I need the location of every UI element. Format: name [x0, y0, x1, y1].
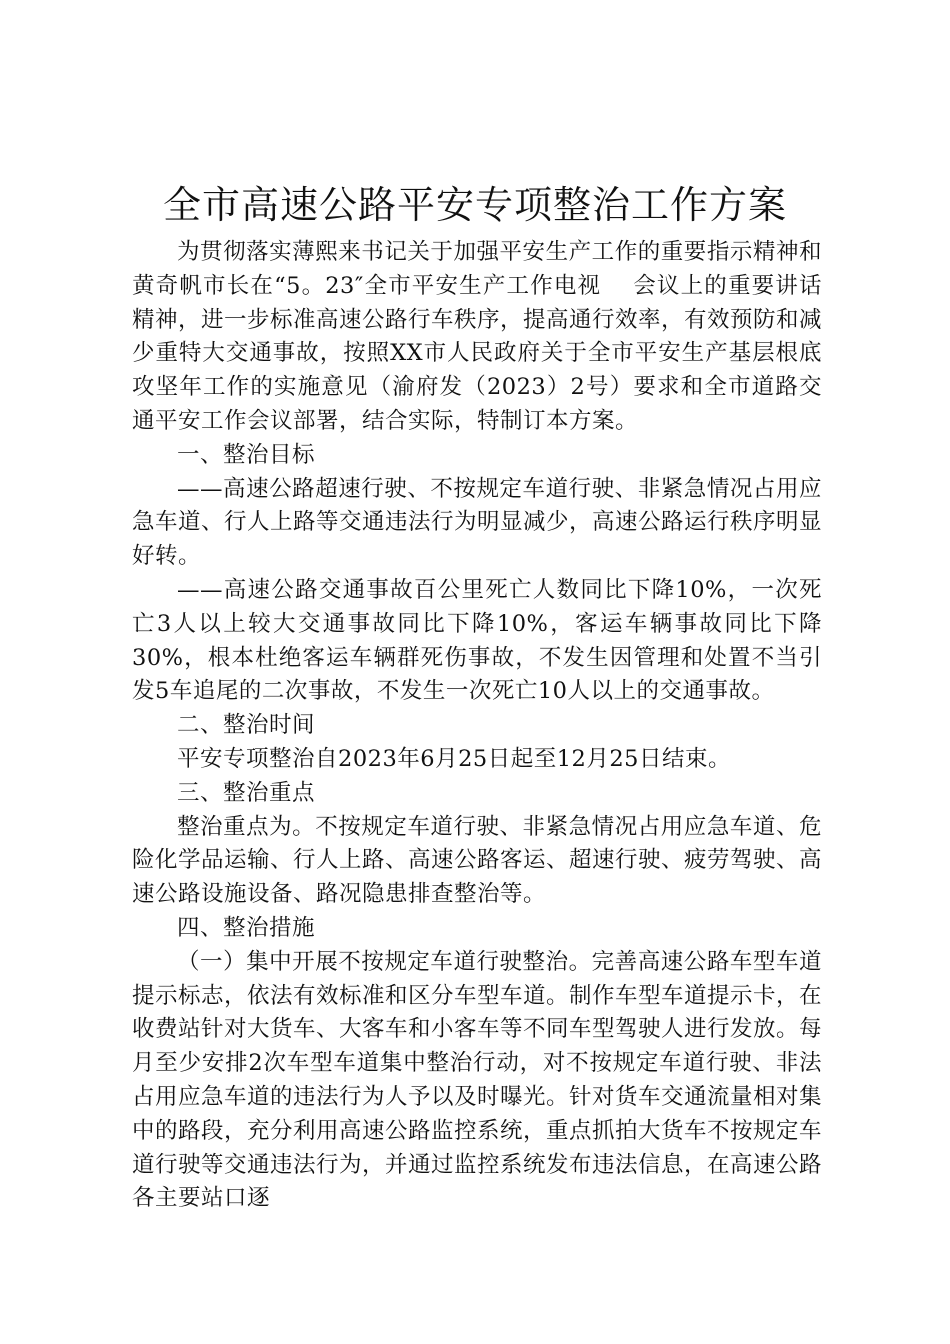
section-heading-goals: 一、整治目标 [177, 441, 316, 468]
section-heading-measures: 四、整治措施 [177, 914, 316, 941]
goals-paragraph-1: ——高速公路超速行驶、不按规定车道行驶、非紧急情况占用应急车道、行人上路等交通违法行为明显减少，高速公路运行秩序明显好转。 [132, 475, 823, 570]
measures-paragraph-1: （一）集中开展不按规定车道行驶整治。完善高速公路车型车道提示标志，依法有效标准和区分车型车道。制作车型车道提示卡，在收费站针对大货车、大客车和小客车等不同车型驾驶人进行发放。每月至少安排2次车型车道集中整治行动，对不按规定车道行驶、非法占用应急车道的违法行为人予以及时曝光。针对货车交通流量相对集中的路段，充分利用高速公路监控系统，重点抓拍大货车不按规定车道行驶等交通违法行为，并通过监控系统发布违法信息，在高速公路各主要站口逐 [132, 948, 823, 1212]
document-body [132, 236, 822, 1216]
goals-paragraph-2: ——高速公路交通事故百公里死亡人数同比下降10%，一次死亡3人以上较大交通事故同比下降10%，客运车辆事故同比下降30%，根本杜绝客运车辆群死伤事故，不发生因管理和处置不当引发5车追尾的二次事故，不发生一次死亡10人以上的交通事故。 [132, 576, 822, 705]
intro-paragraph: 为贯彻落实薄熙来书记关于加强平安生产工作的重要指示精神和黄奇帆市长在“5。23″全市平安生产工作电视 会议上的重要讲话精神，进一步标准高速公路行车秩序，提高通行效率，有效预防和减少重特大交通事故，按照XX市人民政府关于全市平安生产基层根底攻坚年工作的实施意见（渝府发（2023）2号）要求和全市道路交通平安工作会议部署，结合实际，特制订本方案。 [132, 239, 823, 434]
document-title: 全市高速公路平安专项整治工作方案 [162, 183, 787, 227]
section-heading-time: 二、整治时间 [177, 712, 316, 739]
time-paragraph: 平安专项整治自2023年6月25日起至12月25日结束。 [177, 745, 731, 772]
focus-paragraph: 整治重点为。不按规定车道行驶、非紧急情况占用应急车道、危险化学品运输、行人上路、高速公路客运、超速行驶、疲劳驾驶、高速公路设施设备、路况隐患排查整治等。 [132, 813, 823, 908]
section-heading-focus: 三、整治重点 [177, 779, 316, 806]
